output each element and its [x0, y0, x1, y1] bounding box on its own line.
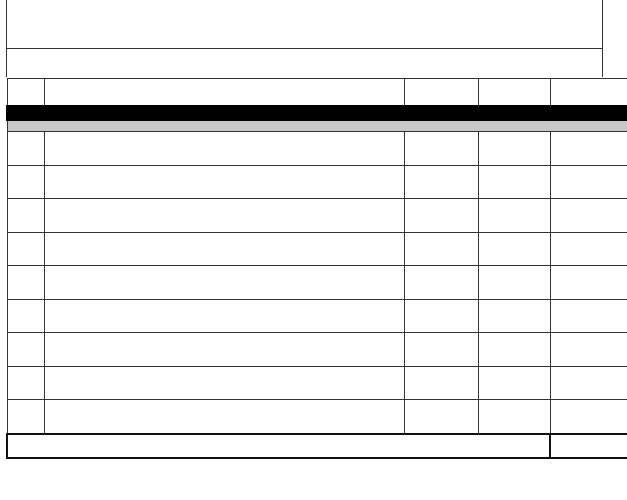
row-price: [404, 132, 478, 166]
row-sum: [550, 165, 627, 199]
section-title: [7, 120, 627, 132]
header-name: [44, 79, 404, 107]
row-qty: [478, 132, 550, 166]
header-price: [404, 79, 478, 107]
header-sum: [550, 79, 627, 107]
table-row: [7, 132, 627, 166]
row-price: [404, 165, 478, 199]
table-row: [7, 199, 627, 233]
row-num: [7, 299, 44, 333]
row-price: [404, 199, 478, 233]
row-price: [404, 266, 478, 300]
row-name: [44, 299, 404, 333]
black-separator-cell: [7, 106, 627, 120]
row-price: [404, 400, 478, 434]
row-name: [44, 165, 404, 199]
row-sum: [550, 232, 627, 266]
row-name: [44, 266, 404, 300]
row-sum: [550, 199, 627, 233]
header-qty: [478, 79, 550, 107]
table-row: [7, 266, 627, 300]
row-num: [7, 266, 44, 300]
row-sum: [550, 333, 627, 367]
row-price: [404, 232, 478, 266]
row-num: [7, 132, 44, 166]
row-qty: [478, 266, 550, 300]
row-num: [7, 400, 44, 434]
total-row: [7, 434, 627, 458]
row-qty: [478, 333, 550, 367]
table-row: [7, 400, 627, 434]
row-price: [404, 299, 478, 333]
header-row: [7, 79, 627, 107]
row-name: [44, 199, 404, 233]
table-row: [7, 165, 627, 199]
row-num: [7, 165, 44, 199]
row-sum: [550, 299, 627, 333]
row-qty: [478, 199, 550, 233]
row-name: [44, 333, 404, 367]
row-num: [7, 366, 44, 400]
table-row: [7, 299, 627, 333]
row-name: [44, 400, 404, 434]
row-qty: [478, 232, 550, 266]
table-row: [7, 232, 627, 266]
row-num: [7, 333, 44, 367]
estimate-table: [6, 78, 627, 459]
total-label: [7, 434, 550, 458]
document-title-box: [6, 0, 603, 49]
row-price: [404, 333, 478, 367]
row-num: [7, 199, 44, 233]
row-qty: [478, 299, 550, 333]
row-num: [7, 232, 44, 266]
row-sum: [550, 366, 627, 400]
row-sum: [550, 132, 627, 166]
black-separator-bar: [7, 106, 627, 120]
row-name: [44, 132, 404, 166]
total-value: [550, 434, 627, 458]
row-qty: [478, 165, 550, 199]
row-qty: [478, 366, 550, 400]
row-price: [404, 366, 478, 400]
row-sum: [550, 400, 627, 434]
row-name: [44, 366, 404, 400]
row-qty: [478, 400, 550, 434]
table-row: [7, 366, 627, 400]
row-sum: [550, 266, 627, 300]
blank-spacer-row: [6, 49, 603, 77]
table-row: [7, 333, 627, 367]
row-name: [44, 232, 404, 266]
section-header-row: [7, 120, 627, 132]
header-num: [7, 79, 44, 107]
